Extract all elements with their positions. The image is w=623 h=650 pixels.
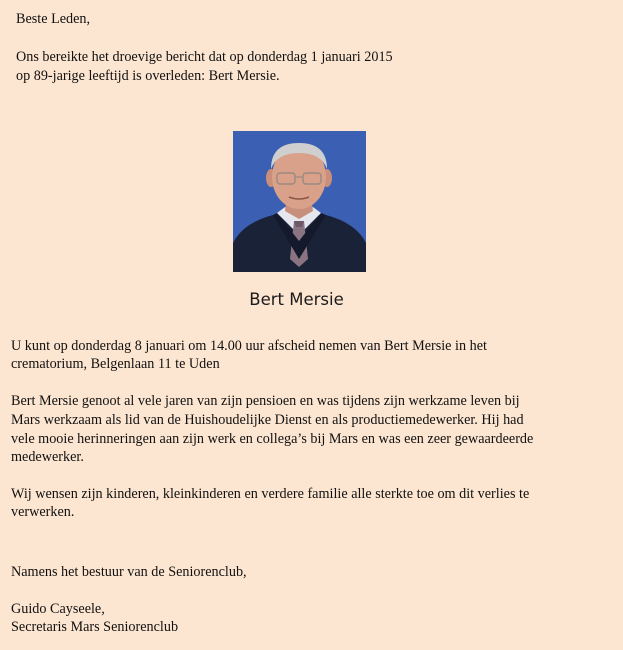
condolence-line-2: verwerken. bbox=[11, 504, 75, 520]
farewell-line-1: U kunt op donderdag 8 januari om 14.00 uur afscheid nemen van Bert Mersie in het bbox=[11, 338, 487, 354]
tribute-line-3: vele mooie herinneringen aan zijn werk en collega’s bij Mars en was een zeer gewaardeerde bbox=[11, 431, 534, 447]
condolence-line-1: Wij wensen zijn kinderen, kleinkinderen en verdere familie alle sterkte toe om dit verlies te bbox=[11, 486, 530, 502]
tribute-line-2: Mars werkzaam als lid van de Huishoudelijke Dienst en als productiemedewerker. Hij had bbox=[11, 412, 524, 428]
tribute-line-1: Bert Mersie genoot al vele jaren van zijn pensioen en was tijdens zijn werkzame leven bij bbox=[11, 393, 520, 409]
salutation: Beste Leden, bbox=[16, 11, 91, 27]
intro-line-1: Ons bereikte het droevige bericht dat op donderdag 1 januari 2015 bbox=[16, 49, 393, 65]
portrait-photo bbox=[233, 131, 366, 272]
tribute-line-4: medewerker. bbox=[11, 449, 84, 465]
signature-name: Guido Cayseele, bbox=[11, 601, 105, 617]
photo-caption: Bert Mersie bbox=[249, 290, 344, 309]
intro-line-2: op 89-jarige leeftijd is overleden: Bert Mersie. bbox=[16, 68, 280, 84]
closing-line: Namens het bestuur van de Seniorenclub, bbox=[11, 564, 247, 580]
signature-title: Secretaris Mars Seniorenclub bbox=[11, 619, 179, 635]
farewell-line-2: crematorium, Belgenlaan 11 te Uden bbox=[11, 356, 220, 372]
